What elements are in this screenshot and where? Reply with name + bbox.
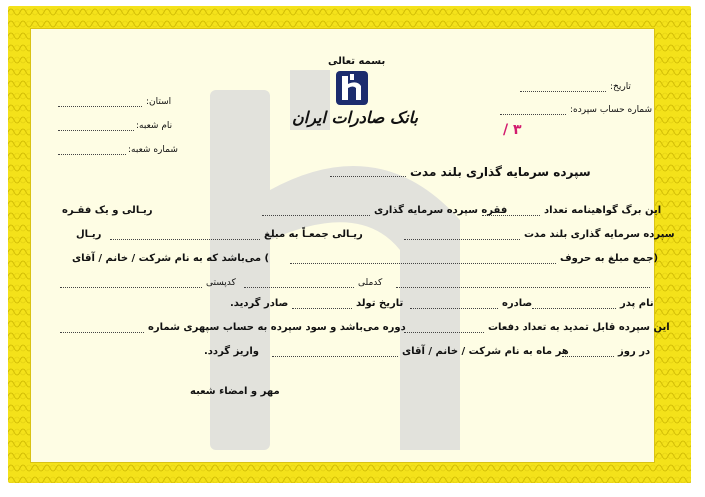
father-name-field [532, 308, 616, 309]
issued-label: صادره [502, 298, 533, 309]
line2-a: سپرده سرمایه گذاری بلند مدت [524, 229, 675, 240]
line1-c: ریـالی و یک فقـره [62, 205, 153, 216]
line6-field [404, 332, 484, 333]
national-id-label: کدملی [358, 278, 383, 288]
serial-number: ۳ / [503, 122, 522, 138]
birth-date-label: تاریخ تولد [356, 298, 404, 309]
line2-c: ریـال [76, 229, 102, 240]
branch-name-label: نام شعبه: [136, 121, 173, 131]
line3-a: (جمع مبلغ به حروف [560, 253, 659, 264]
bank-name: بانک صادرات ایران [292, 108, 418, 127]
province-field [58, 106, 142, 107]
line4-field-1 [396, 287, 650, 288]
line2-field-1 [404, 239, 520, 240]
date-field [520, 91, 606, 92]
bank-logo-icon [335, 70, 369, 106]
line6-a: این سپرده قابل تمدید به تعداد دفعات [488, 322, 670, 333]
province-label: استان: [146, 97, 172, 107]
line6-b: دوره می‌باشد و سود سپرده به حساب سپهری شماره [148, 322, 406, 333]
national-id-field [244, 287, 354, 288]
branch-number-label: شماره شعبه: [128, 145, 178, 155]
day-field [562, 356, 614, 357]
line2-field-2 [110, 239, 260, 240]
father-name-label: نام پدر [620, 298, 654, 309]
document-title: سپرده سرمایه گذاری بلند مدت [410, 165, 591, 179]
postal-code-label: کدپستی [206, 278, 236, 288]
postal-code-field [60, 287, 202, 288]
account-number-field [60, 332, 144, 333]
deposit-account-label: شماره حساب سپرده: [570, 105, 653, 115]
line1-a: این برگ گواهینامه تعداد [544, 205, 662, 216]
seal-signature-label: مهر و امضاء شعبه [190, 386, 280, 397]
basmala: بسمه تعالی [328, 56, 386, 67]
deposit-account-field [500, 114, 566, 115]
line3-b: ) می‌باشد که به نام شرکت / خانم / آقای [72, 253, 270, 264]
birth-date-field [292, 308, 352, 309]
payee-field [272, 356, 398, 357]
branch-number-field [58, 154, 126, 155]
line7-b: هر ماه به نام شرکت / خانم / آقای [402, 346, 569, 357]
issued-statement: صادر گردید. [230, 298, 289, 309]
line7-c: واریز گردد. [204, 346, 259, 357]
date-label: تاریخ: [610, 82, 631, 92]
branch-name-field [58, 130, 134, 131]
line1-field-2 [262, 215, 370, 216]
line7-a: در روز [618, 346, 651, 357]
title-field [330, 176, 406, 177]
line3-field [290, 263, 556, 264]
issued-field [410, 308, 498, 309]
line1-b: فقره سپرده سرمایه گذاری [374, 205, 508, 216]
line2-b: ریـالی جمعـاً به مبلغ [264, 229, 363, 240]
